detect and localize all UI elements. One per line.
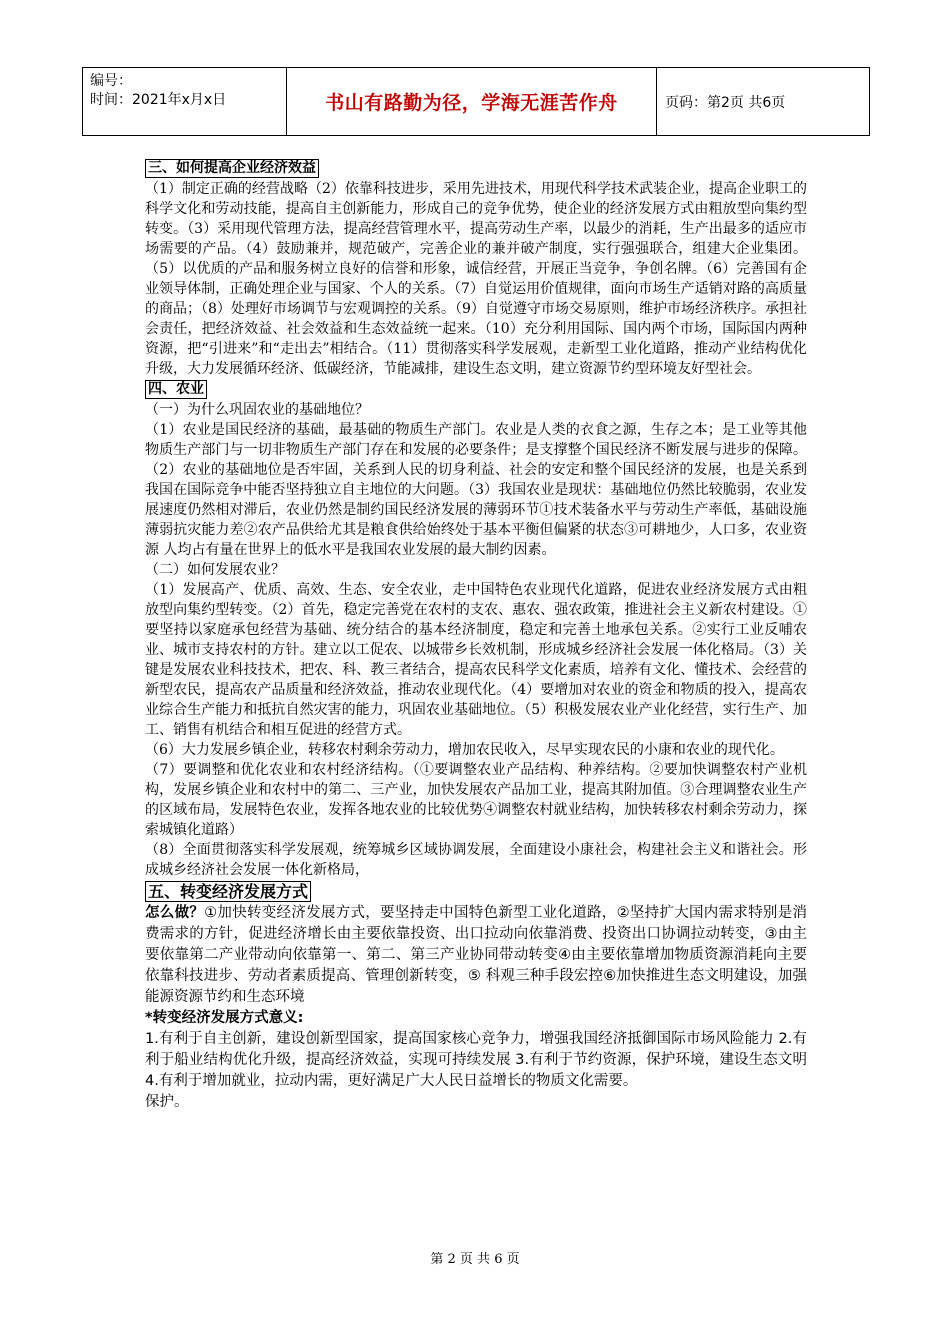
document-number: 编号： [90, 73, 132, 89]
section-5-how-label: 怎么做？ [145, 905, 205, 921]
section-5-meaning-text: 1.有利于自主创新，建设创新型国家，提高国家核心竞争力，增强我国经济抵御国际市场风险能力 2.有利于船业结构优化升级，提高经济效益，实现可持续发展 3.有利于节约资源，保护环境，建设生态文明 4.有利于增加就业，拉动内需，更好满足广大人民日益增长的物质文化需要。 [145, 1031, 807, 1089]
section-3-title: 三、如何提高企业经济效益 [145, 159, 319, 178]
section-5-how [145, 903, 807, 1008]
section-4-answer-2-part-4: （8）全面贯彻落实科学发展观，统筹城乡区域协调发展，全面建设小康社会，构建社会主义和谐社会。形成城乡经济社会发展一体化新格局， [145, 842, 807, 878]
section-4-question-2: （二）如何发展农业？ [145, 562, 285, 578]
section-5-tail: 保护。 [145, 1094, 189, 1110]
section-5-how-text: ①加快转变经济发展方式，要坚持走中国特色新型工业化道路，②坚持扩大国内需求特别是消费需求的方针，促进经济增长由主要依靠投资、出口拉动向依靠消费、投资出口协调拉动转变，③由主要依靠第二产业带动向依靠第一、第二、第三产业协同带动转变④由主要依靠增加物质资源消耗向主要依靠科技进步、劳动者素质提高、管理创新转变，⑤ 科观三种手段宏控⑥加快推进生态文明建设，加强能源资源节约和生态环境 [145, 905, 807, 1005]
document-body [145, 158, 807, 1113]
header-page-number: 页码：第2页 共6页 [665, 94, 786, 111]
section-3-paragraph: （1）制定正确的经营战略（2）依靠科技进步，采用先进技术，用现代科学技术武装企业，提高企业职工的科学文化和劳动技能，提高自主创新能力，形成自己的竞争优势，使企业的经济发展方式由粗放型向集约型转变。（3）采用现代管理方法，提高经营管理水平，提高劳动生产率，以最少的消耗，生产出最多的适应市场需要的产品。（4）鼓励兼并，规范破产，完善企业的兼并破产制度，实行强强联合，组建大企业集团。（5）以优质的产品和服务树立良好的信誉和形象，诚信经营，开展正当竞争，争创名牌。（6）完善国有企业领导体制，正确处理企业与国家、个人的关系。（7）自觉运用价值规律，面向市场生产适销对路的高质量的商品；（8）处理好市场调节与宏观调控的关系。（9）自觉遵守市场交易原则，维护市场经济秩序。承担社会责任，把经济效益、社会效益和生态效益统一起来。（10）充分利用国际、国内两个市场，国际国内两种资源，把“引进来”和“走出去”相结合。（11）贯彻落实科学发展观，走新型工业化道路，推动产业结构优化升级，大力发展循环经济、低碳经济，节能减排，建设生态文明，建立资源节约型环境友好型社会。 [145, 181, 807, 377]
section-4-answer-2-part-1: （1）发展高产、优质、高效、生态、安全农业，走中国特色农业现代化道路，促进农业经济发展方式由粗放型向集约型转变。（2）首先，稳定完善党在农村的支农、惠农、强农政策，推进社会主义新农村建设。①要坚持以家庭承包经营为基础、统分结合的基本经济制度，稳定和完善土地承包关系。②实行工业反哺农业、城市支持农村的方针。建立以工促农、以城带乡长效机制，形成城乡经济社会发展一体化格局。（3）关键是发展农业科技技术，把农、科、教三者结合，提高农民科学文化素质，培养有文化、懂技术、会经营的新型农民，提高农产品质量和经济效益，推动农业现代化。（4）要增加对农业的资金和物质的投入，提高农业综合生产能力和抵抗自然灾害的能力，巩固农业基础地位。（5）积极发展农业产业化经营，实行生产、加工、销售有机结合和相互促进的经营方式。 [145, 582, 807, 738]
section-4-title: 四、农业 [145, 380, 207, 399]
header-motto: 书山有路勤为径，学海无涯苦作舟 [287, 68, 657, 135]
header-meta [83, 68, 287, 135]
section-4-answer-2-part-2: （6）大力发展乡镇企业，转移农村剩余劳动力，增加农民收入，尽早实现农民的小康和农业的现代化。 [145, 742, 784, 758]
section-4-answer-2-part-3: （7）要调整和优化农业和农村经济结构。（①要调整农业产品结构、种养结构。②要加快调整农村产业机构，发展乡镇企业和农村中的第二、三产业，加快发展农产品加工业，提高其附加值。③合理调整农业生产的区域布局，发展特色农业，发挥各地农业的比较优势④调整农村就业结构，加快转移农村剩余劳动力，探索城镇化道路） [145, 762, 807, 838]
document-time: 时间：2021年x月x日 [90, 92, 227, 108]
section-4-question-1: （一）为什么巩固农业的基础地位？ [145, 402, 369, 418]
section-4-answer-1: （1）农业是国民经济的基础，最基础的物质生产部门。农业是人类的衣食之源，生存之本；是工业等其他物质生产部门与一切非物质生产部门存在和发展的必要条件；是支撑整个国民经济不断发展与进步的保障。（2）农业的基础地位是否牢固，关系到人民的切身利益、社会的安定和整个国民经济的发展，也是关系到我国在国际竞争中能否坚持独立自主地位的大问题。（3）我国农业是现状：基础地位仍然比较脆弱，农业发展速度仍然相对滞后，农业仍然是制约国民经济发展的薄弱环节①技术装备水平与劳动生产率低，基础设施薄弱抗灾能力差②农产品供给尤其是粮食供给始终处于基本平衡但偏紧的状态③可耕地少，人口多，农业资源 人均占有量在世界上的低水平是我国农业发展的最大制约因素。 [145, 422, 807, 558]
section-5-title: 五、转变经济发展方式 [145, 881, 311, 902]
section-5-meaning-label: *转变经济发展方式意义: [145, 1010, 304, 1026]
page-header [82, 67, 870, 136]
page-footer: 第 2 页 共 6 页 [430, 1252, 520, 1267]
